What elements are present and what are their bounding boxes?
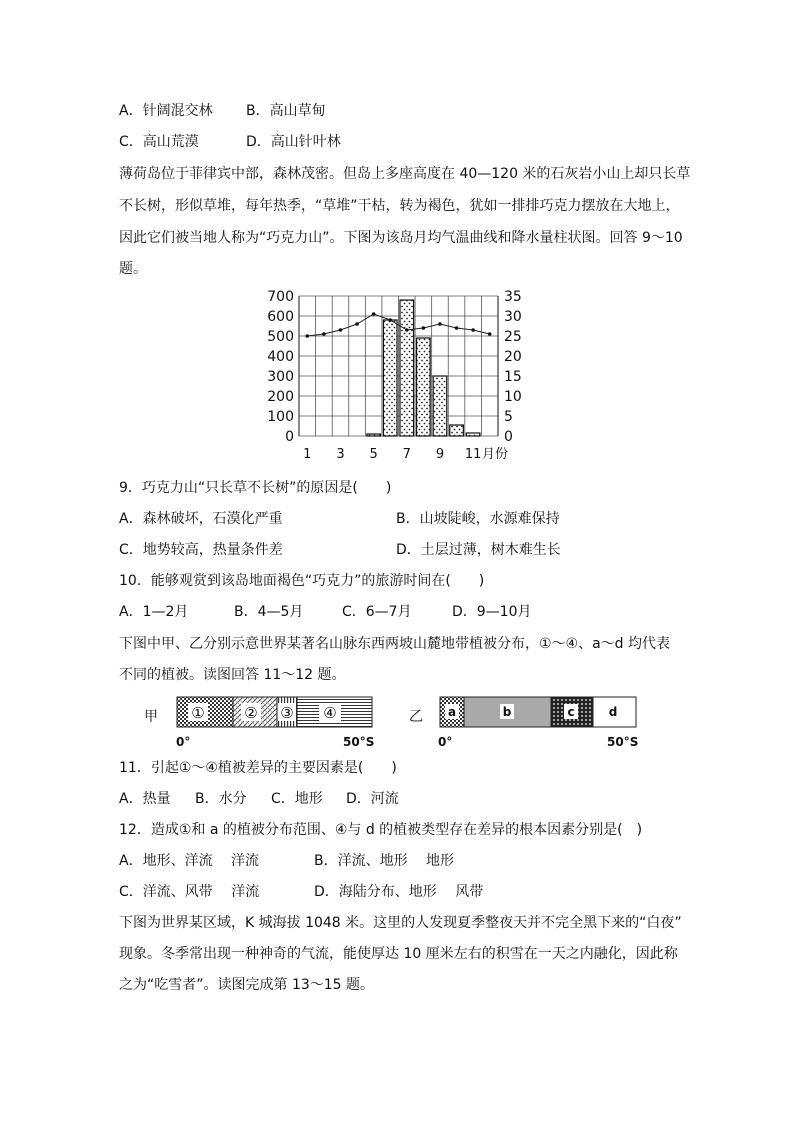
temperature-point: [455, 326, 459, 330]
passage3-line: 之为“吃雪者”。读图完成第 13～15 题。: [119, 977, 375, 993]
q8-option-a: A．针阔混交林: [119, 103, 213, 119]
x-tick-label: 1: [303, 447, 312, 462]
jia-zone-3-label: ③: [280, 704, 294, 722]
right-tick-label: 30: [504, 309, 522, 325]
right-tick-label: 25: [504, 329, 522, 345]
q10-option-c: C．6—7月: [342, 604, 412, 620]
passage1-line: 薄荷岛位于菲律宾中部，森林茂密。但岛上多座高度在 40—120 米的石灰岩小山上却只长草: [119, 166, 691, 182]
question-9-stem: 9．巧克力山“只长草不长树”的原因是( ): [119, 480, 392, 496]
left-tick-label: 400: [267, 349, 294, 365]
x-tick-label: 7: [402, 447, 411, 462]
right-tick-label: 10: [504, 389, 522, 405]
right-tick-label: 35: [504, 289, 522, 305]
vegetation-figure: [140, 690, 660, 750]
yi-zone-c-label: c: [567, 705, 575, 719]
left-tick-label: 200: [267, 389, 294, 405]
x-tick-label: 9: [435, 447, 445, 462]
q9-option-b: B．山坡陡峻，水源难保持: [396, 511, 560, 527]
q12-option-d: D．海陆分布、地形 风带: [314, 884, 484, 900]
q8-option-c: C．高山荒漠: [119, 134, 199, 150]
yi-left-latitude: 0°: [438, 735, 453, 749]
passage1-line: 不长树，形似草堆，每年热季，“草堆”干枯，转为褐色，犹如一排排巧克力摆放在大地上，: [119, 198, 680, 214]
left-tick-label: 600: [267, 309, 294, 325]
q10-option-d: D．9—10月: [452, 604, 532, 620]
passage2-line: 下图中甲、乙分别示意世界某著名山脉东西两坡山麓地带植被分布，①～④、a～d 均代表: [119, 636, 671, 652]
right-tick-label: 0: [504, 429, 513, 445]
yi-label: 乙: [409, 709, 423, 725]
right-tick-label: 15: [504, 369, 522, 385]
question-11-stem: 11．引起①～④植被差异的主要因素是( ): [119, 760, 397, 776]
q8-option-b: B．高山草甸: [246, 103, 326, 119]
chart-grid: [299, 296, 498, 436]
climate-chart: [258, 284, 528, 464]
temperature-point: [355, 322, 359, 326]
jia-left-latitude: 0°: [176, 735, 191, 749]
yi-zone-b-label: b: [502, 705, 512, 719]
left-tick-label: 300: [267, 369, 294, 385]
yi-right-latitude: 50°S: [607, 735, 639, 749]
q11-option-a: A．热量: [119, 791, 171, 807]
jia-label: 甲: [144, 709, 158, 725]
passage2-line: 不同的植被。读图回答 11～12 题。: [119, 667, 346, 683]
temperature-point: [488, 332, 492, 336]
question-12-stem: 12．造成①和 a 的植被分布范围、④与 d 的植被类型存在差异的根本因素分别是( ): [119, 822, 643, 838]
q11-option-b: B．水分: [195, 791, 247, 807]
q12-option-c: C．洋流、风带 洋流: [119, 884, 260, 900]
precip-bar: [450, 425, 464, 436]
temperature-point: [322, 332, 326, 336]
left-tick-label: 700: [267, 289, 294, 305]
temperature-point: [339, 328, 343, 332]
temperature-point: [422, 326, 426, 330]
q8-option-d: D．高山针叶林: [246, 134, 341, 150]
left-tick-label: 0: [285, 429, 294, 445]
q9-option-a: A．森林破坏，石漠化严重: [119, 511, 283, 527]
left-tick-label: 100: [267, 409, 294, 425]
passage3-line: 现象。冬季常出现一种神奇的气流，能使厚达 10 厘米左右的积雪在一天之内融化，因此称: [119, 946, 678, 962]
x-unit-label: 月份: [482, 447, 509, 462]
x-tick-label: 11: [464, 447, 482, 462]
passage1-line: 题。: [119, 261, 147, 277]
q12-option-a: A．地形、洋流 洋流: [119, 853, 260, 869]
precip-bar: [466, 433, 480, 436]
q9-option-d: D．土层过薄，树木难生长: [396, 542, 561, 558]
question-10-stem: 10．能够观赏到该岛地面褐色“巧克力”的旅游时间在( ): [119, 573, 485, 589]
temperature-point: [305, 334, 309, 338]
precip-bar: [417, 338, 431, 436]
temperature-point: [438, 322, 442, 326]
temperature-point: [372, 312, 376, 316]
precip-bar: [433, 376, 447, 436]
right-tick-label: 20: [504, 349, 522, 365]
q10-option-b: B．4—5月: [234, 604, 304, 620]
x-tick-label: 5: [369, 447, 378, 462]
jia-zone-1-label: ①: [191, 704, 205, 722]
x-axis-ticks: [303, 447, 481, 462]
yi-zone-a-label: a: [447, 705, 457, 719]
q11-option-c: C．地形: [271, 791, 323, 807]
q9-option-c: C．地势较高，热量条件差: [119, 542, 283, 558]
q12-option-b: B．洋流、地形 地形: [314, 853, 455, 869]
precip-bar: [367, 434, 381, 436]
passage1-line: 因此它们被当地人称为“巧克力山”。下图为该岛月均气温曲线和降水量柱状图。回答 9～10: [119, 230, 683, 246]
right-axis-ticks: [504, 289, 522, 445]
q10-option-a: A．1—2月: [119, 604, 189, 620]
left-tick-label: 500: [267, 329, 294, 345]
yi-zone-d-label: d: [608, 705, 618, 719]
temperature-point: [405, 328, 409, 332]
jia-zone-4-label: ④: [323, 704, 337, 722]
jia-zone-2-label: ②: [244, 704, 258, 722]
precip-bar: [400, 300, 414, 436]
precip-bar: [383, 320, 397, 436]
left-axis-ticks: [267, 289, 294, 445]
jia-right-latitude: 50°S: [343, 735, 375, 749]
passage3-line: 下图为世界某区域，K 城海拔 1048 米。这里的人发现夏季整夜天并不完全黑下来的“白夜”: [119, 915, 682, 931]
right-tick-label: 5: [504, 409, 513, 425]
x-tick-label: 3: [336, 447, 345, 462]
temperature-point: [471, 328, 475, 332]
temperature-point: [388, 318, 392, 322]
q11-option-d: D．河流: [346, 791, 399, 807]
